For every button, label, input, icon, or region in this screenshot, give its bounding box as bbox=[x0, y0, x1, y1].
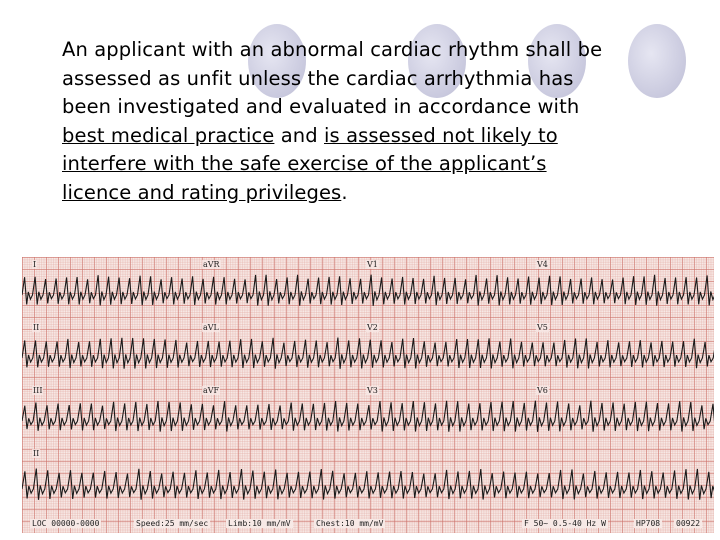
paragraph-text: An applicant with an abnormal cardiac rhythm shall be assessed as unfit unless the cardiac arrhythmia has been investigated and evaluated in accordance with bbox=[62, 38, 603, 119]
paragraph-text: and bbox=[274, 123, 324, 147]
lead-label: V5 bbox=[537, 323, 548, 332]
ecg-strip-image bbox=[22, 257, 714, 533]
lead-label: III bbox=[33, 386, 43, 395]
lead-label: aVF bbox=[203, 386, 220, 395]
paragraph-emphasis: is assessed not likely to interfere with the safe exercise of the applicant’s licence and rating privileges bbox=[62, 123, 558, 204]
lead-label: V6 bbox=[537, 386, 548, 395]
lead-label: II bbox=[33, 323, 40, 332]
lead-label: aVL bbox=[203, 323, 219, 332]
ecg-waveform-row bbox=[22, 401, 714, 432]
lead-label: aVR bbox=[203, 260, 220, 269]
ecg-waveform-row bbox=[22, 469, 714, 500]
lead-label: II bbox=[33, 449, 40, 458]
decorative-circle bbox=[628, 24, 686, 98]
lead-label: I bbox=[33, 260, 37, 269]
footer-filter: F 50~ 0.5-40 Hz W bbox=[524, 519, 606, 528]
footer-loc: LOC 00000-0000 bbox=[32, 519, 100, 528]
lead-label: V1 bbox=[367, 260, 378, 269]
footer-code: 00922 bbox=[676, 519, 701, 528]
footer-speed: Speed:25 mm/sec bbox=[136, 519, 209, 528]
footer-chest: Chest:10 mm/mV bbox=[316, 519, 384, 528]
ecg-waveform-row bbox=[22, 338, 714, 369]
slide-paragraph bbox=[62, 36, 622, 208]
ecg-trace bbox=[22, 257, 714, 533]
ecg-waveform-row bbox=[22, 275, 714, 306]
lead-label: V4 bbox=[537, 260, 548, 269]
footer-device: HP708 bbox=[636, 519, 661, 528]
footer-limb: Limb:10 mm/mV bbox=[228, 519, 291, 528]
paragraph-emphasis: best medical practice bbox=[62, 123, 275, 147]
lead-label: V2 bbox=[367, 323, 378, 332]
paragraph-text: . bbox=[341, 180, 348, 204]
lead-label: V3 bbox=[367, 386, 378, 395]
